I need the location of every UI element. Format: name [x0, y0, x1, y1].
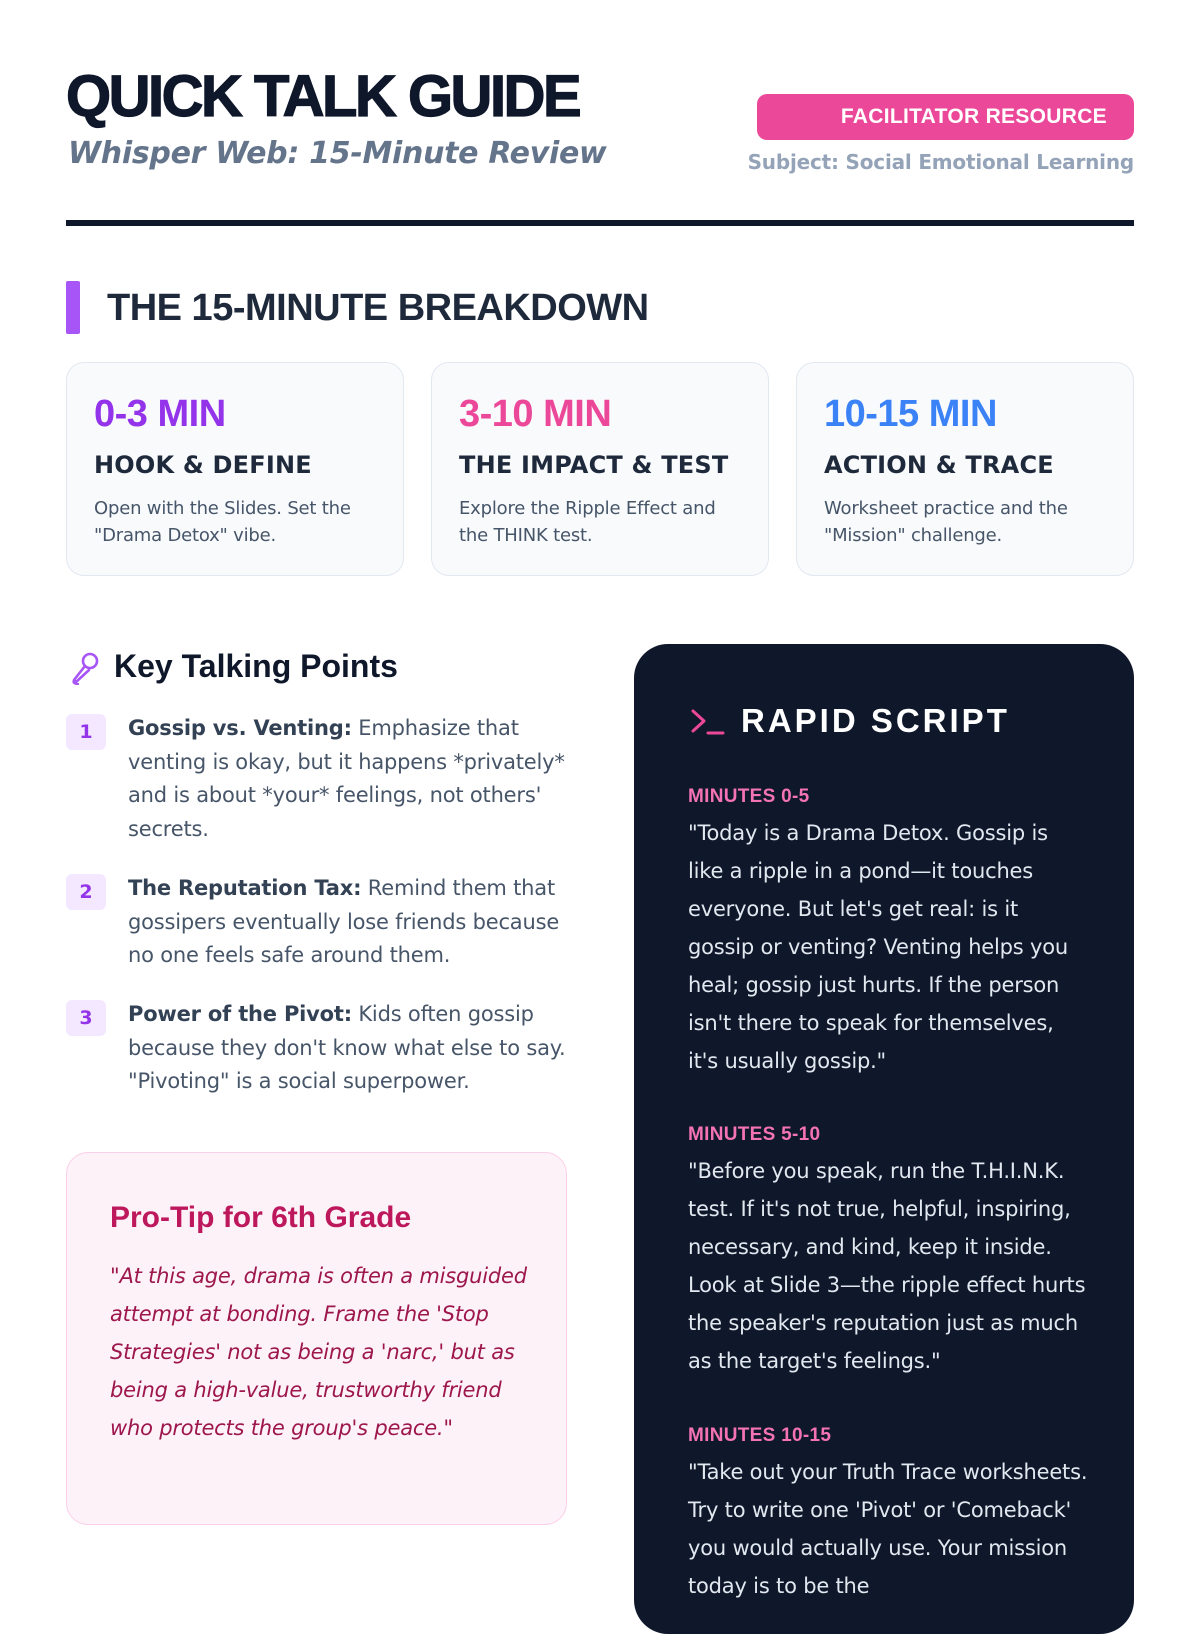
- terminal-icon: [690, 706, 726, 738]
- card-label: THE IMPACT & TEST: [459, 451, 729, 479]
- talking-point-lead: Power of the Pivot:: [128, 1002, 352, 1026]
- talking-point-number: 1: [66, 714, 106, 750]
- talking-point-text: Remind them that gossipers eventually lose friends because no one feels safe around them.: [128, 876, 560, 967]
- talking-point-text: Emphasize that venting is okay, but it happens *privately* and is about *your* feelings, not others' secrets.: [128, 716, 565, 841]
- script-segment-heading: MINUTES 0-5: [688, 786, 810, 807]
- script-segment-heading: MINUTES 5-10: [688, 1124, 821, 1145]
- pro-tip-box: [66, 1152, 567, 1525]
- talking-point-text: Kids often gossip because they don't know what else to say. "Pivoting" is a social superpower.: [128, 1002, 566, 1093]
- pro-tip-quote: "At this age, drama is often a misguided attempt at bonding. Frame the 'Stop Strategies' not as being a 'narc,' but as being a high-value, trustworthy friend who protects the group's peace.": [110, 1264, 527, 1440]
- page-subtitle: Whisper Web: 15-Minute Review: [68, 136, 607, 171]
- talking-points-title: Key Talking Points: [114, 648, 398, 684]
- breakdown-card: [431, 362, 769, 576]
- resource-badge: FACILITATOR RESOURCE: [757, 94, 1134, 140]
- talking-point-body: [128, 998, 566, 1099]
- script-segment-text: "Before you speak, run the T.H.I.N.K. test. If it's not true, helpful, inspiring, necessary, and kind, keep it inside. Look at Slide 3—the ripple effect hurts the speaker's reputation just as much as the target's feelings.": [688, 1159, 1086, 1373]
- subject-label: Subject: Social Emotional Learning: [747, 150, 1134, 174]
- script-segment-text: "Today is a Drama Detox. Gossip is like a ripple in a pond—it touches everyone. But let's get real: is it gossip or venting? Venting helps you heal; gossip just hurts. If the person isn't there to speak for themselves, it's usually gossip.": [688, 821, 1068, 1073]
- talking-point-body: [128, 712, 566, 846]
- card-description: Worksheet practice and the "Mission" challenge.: [824, 498, 1068, 546]
- card-label: HOOK & DEFINE: [94, 451, 312, 479]
- talking-point-lead: The Reputation Tax:: [128, 876, 362, 900]
- breakdown-card: [796, 362, 1134, 576]
- card-time: 3-10 MIN: [459, 393, 612, 435]
- rapid-script-panel: [634, 644, 1134, 1634]
- card-label: ACTION & TRACE: [824, 451, 1054, 479]
- breakdown-card: [66, 362, 404, 576]
- header-divider: [66, 220, 1134, 226]
- pro-tip-title: Pro-Tip for 6th Grade: [110, 1201, 412, 1234]
- card-time: 0-3 MIN: [94, 393, 226, 435]
- rapid-script-title: RAPID SCRIPT: [741, 702, 1010, 739]
- talking-point-number: 2: [66, 874, 106, 910]
- card-description: Open with the Slides. Set the "Drama Detox" vibe.: [94, 498, 351, 546]
- talking-point-body: [128, 872, 566, 973]
- microphone-icon: [70, 651, 100, 685]
- talking-point-lead: Gossip vs. Venting:: [128, 716, 352, 740]
- page-title: QUICK TALK GUIDE: [66, 64, 580, 129]
- breakdown-title: THE 15-MINUTE BREAKDOWN: [107, 287, 649, 329]
- card-time: 10-15 MIN: [824, 393, 997, 435]
- talking-point-number: 3: [66, 1000, 106, 1036]
- section-accent-bar: [66, 281, 80, 334]
- card-description: Explore the Ripple Effect and the THINK test.: [459, 498, 716, 546]
- script-segment-heading: MINUTES 10-15: [688, 1425, 832, 1446]
- script-segment-text: "Take out your Truth Trace worksheets. Try to write one 'Pivot' or 'Comeback' you would actually use. Your mission today is to be the: [688, 1460, 1088, 1598]
